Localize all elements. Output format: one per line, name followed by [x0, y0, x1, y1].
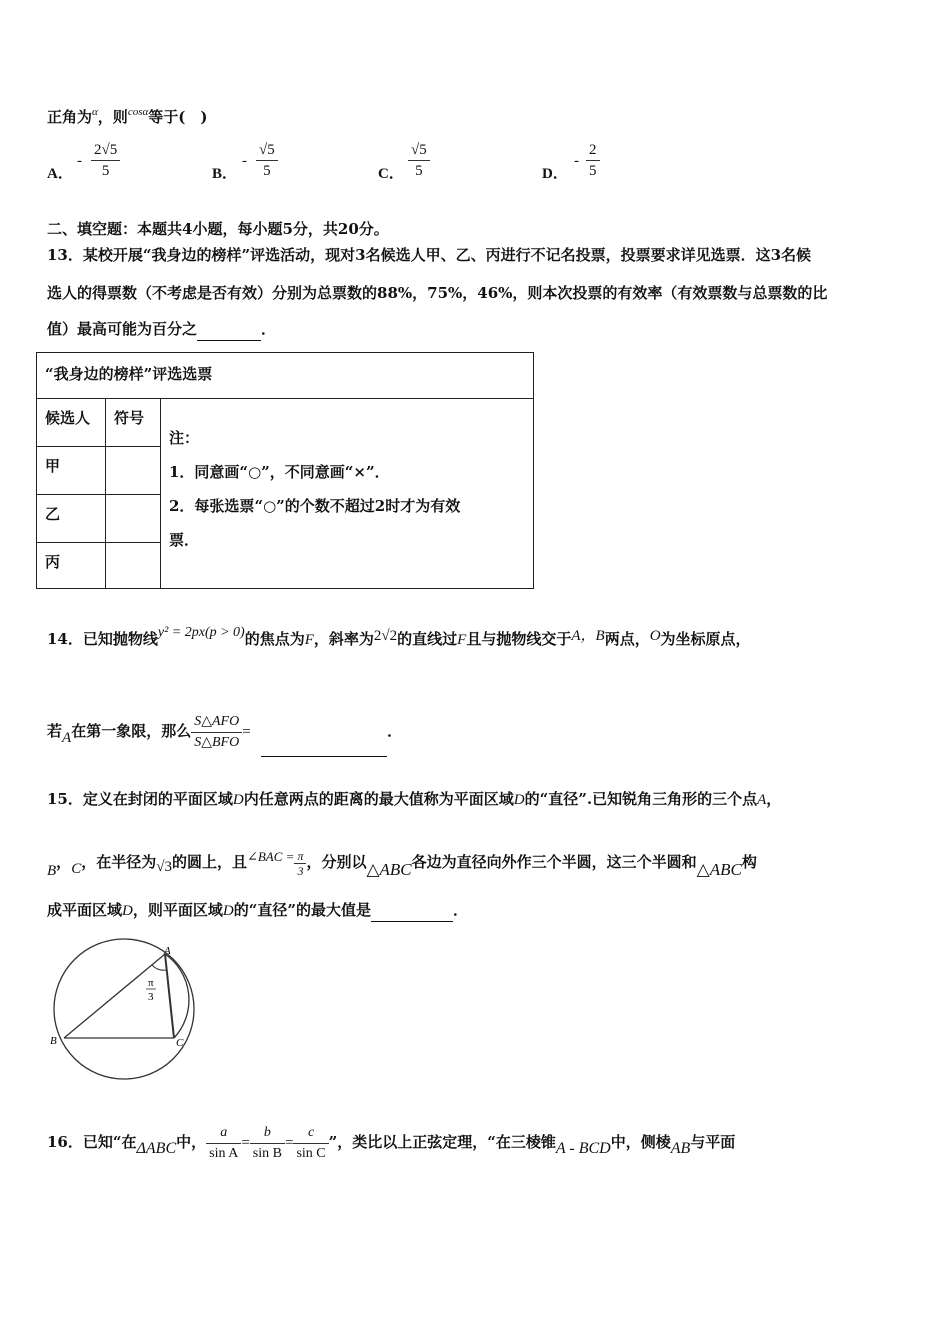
- sine-ratio-b: $\frac{b}{\text{sin B}}$: [250, 1123, 285, 1164]
- header-symbol: 符号: [106, 399, 161, 447]
- q14-line2: 若A在第一象限，那么 $\frac{\text{S△AFO}}{\text{S△BFO}}$ = ．: [47, 706, 402, 757]
- q15-line3: 成平面区域D，则平面区域D的“直径”的最大值是 ．: [47, 899, 468, 922]
- candidate-name: 乙: [37, 495, 106, 543]
- label-a: A: [164, 945, 171, 957]
- side-ac: [165, 954, 174, 1038]
- angle-label-num: π: [148, 977, 154, 989]
- option-d-fraction: $\frac{2}{5}$: [586, 140, 600, 181]
- option-c-fraction: $\frac{√5}{5}$: [408, 140, 430, 181]
- option-a-fraction: $\frac{2√5}{5}$: [91, 140, 120, 181]
- angle-arc: [152, 965, 166, 970]
- answer-blank: [261, 706, 387, 757]
- q14-line1: 14．已知抛物线y² = 2px(p > 0)的焦点为F，斜率为2√2的直线过F且与抛物线交于A，B两点，O为坐标原点，: [47, 625, 751, 648]
- q15-line1: 15．定义在封闭的平面区域D内任意两点的距离的最大值称为平面区域D的“直径”.已知锐角三角形的三个点A，: [47, 790, 782, 808]
- option-b-fraction: $\frac{√5}{5}$: [256, 140, 278, 181]
- symbol-cell: [106, 543, 161, 589]
- symbol-cell: [106, 447, 161, 495]
- sine-ratio-c: $\frac{c}{\text{sin C}}$: [293, 1123, 328, 1164]
- section-heading: 二、填空题：本题共4小题，每小题5分，共20分。: [47, 220, 389, 238]
- angle-fraction: $\frac{\pi}{3}$: [294, 849, 306, 878]
- header-candidate: 候选人: [37, 399, 106, 447]
- q12-stem: 正角为$^\alpha$，则$^{cos\alpha}$等于( ): [47, 106, 208, 126]
- q13-line1: 13．某校开展“我身边的榜样”评选活动，现对3名候选人甲、乙、丙进行不记名投票，投票要求详见选票．这3名候: [47, 246, 812, 264]
- q15-line2: B，C，在半径为√3的圆上，且∠BAC = $\frac{\pi}{3}$ ，分别以△ABC各边为直径向外作三个半圆，这三个半圆和△ABC构: [47, 848, 757, 879]
- ballot-title: “我身边的榜样”评选选票: [37, 353, 534, 399]
- q13-line3: 值）最高可能为百分之 ．: [47, 318, 276, 341]
- ballot-notes: 注： 1．同意画“○”，不同意画“×”． 2．每张选票“○”的个数不超过2时才为有效 票．: [161, 399, 534, 589]
- label-c: C: [176, 1037, 184, 1049]
- candidate-name: 甲: [37, 447, 106, 495]
- angle-label-den: 3: [148, 991, 154, 1003]
- ballot-table: [36, 352, 534, 589]
- area-ratio: $\frac{\text{S△AFO}}{\text{S△BFO}}$: [191, 712, 242, 753]
- answer-blank: [197, 318, 261, 341]
- sine-ratio-a: $\frac{a}{\text{sin A}}$: [206, 1123, 241, 1164]
- answer-blank: [371, 899, 453, 922]
- symbol-cell: [106, 495, 161, 543]
- q16-line: 16．已知“在ΔABC中， $\frac{a}{\text{sin A}}$ = $\frac{b}{\text{sin B}}$ = $\frac{c}{\text{sin C}}$ ”，类比以上正弦定理，“在三棱锥A - BCD中，侧棱AB与平面: [47, 1120, 735, 1165]
- candidate-name: 丙: [37, 543, 106, 589]
- q13-line2: 选人的得票数（不考虑是否有效）分别为总票数的88%，75%，46%，则本次投票的有效率（有效票数与总票数的比: [47, 284, 828, 302]
- label-b: B: [50, 1035, 57, 1047]
- geometry-figure: [40, 928, 220, 1098]
